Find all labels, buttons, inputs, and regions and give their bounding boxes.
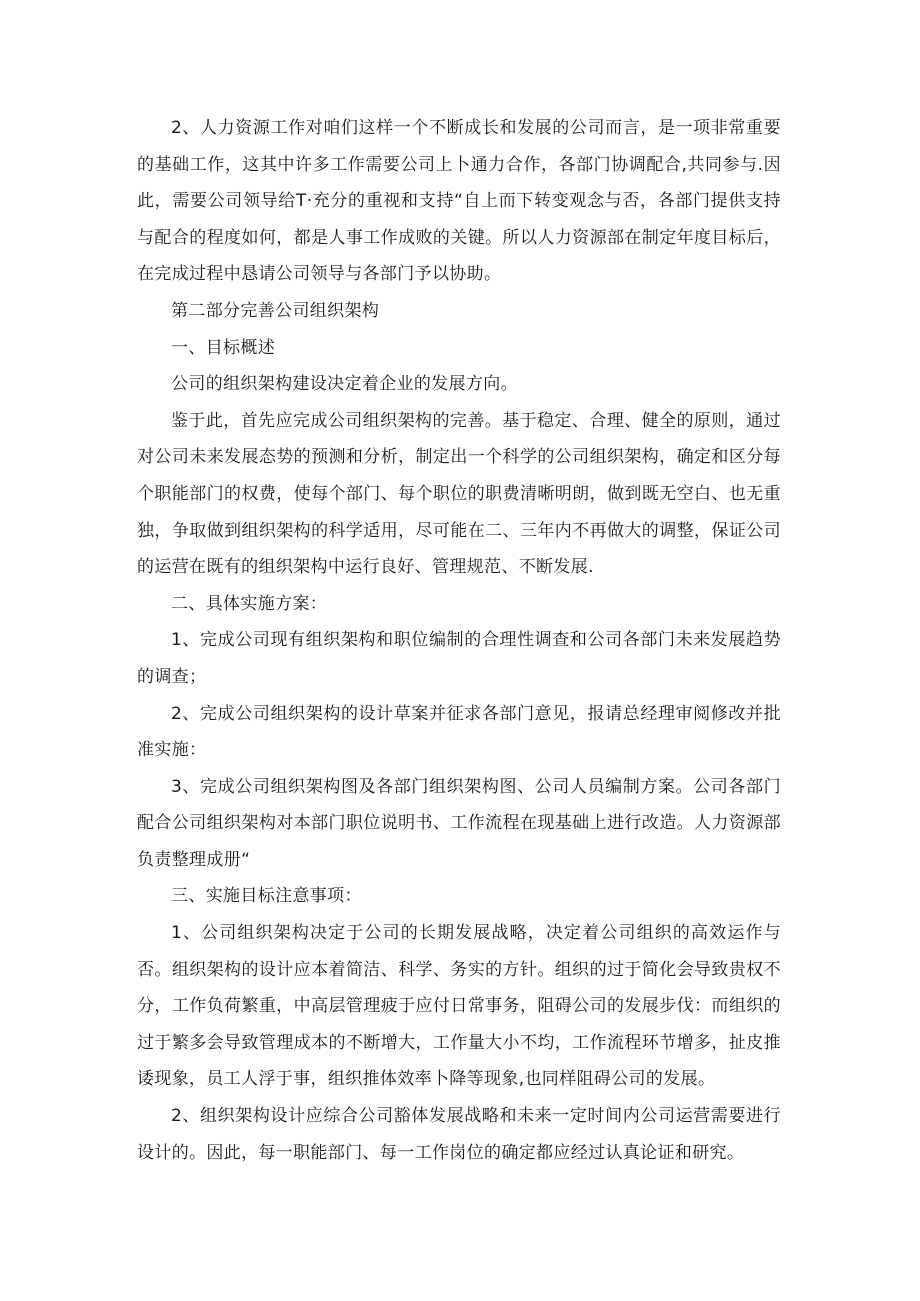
document-body [137,110,781,1171]
list-item-plan-2: 2、完成公司组织架构的设计草案并征求各部门意见，报请总经理审阅修改并批准实施： [137,703,781,761]
subheading-goal-overview: 一、目标概述 [171,337,276,358]
list-item-plan-3: 3、完成公司组织架构图及各部门组织架构图、公司人员编制方案。公司各部门配合公司组织架构对本部门职位说明书、工作流程在现基础上进行改造。人力资源部负责整理成册“ [137,776,781,870]
section-heading-part-two: 第二部分完善公司组织架构 [171,300,380,321]
paragraph-org-structure-direction: 公司的组织架构建设决定着企业的发展方向。 [171,374,518,395]
subheading-implementation-plan: 二、具体实施方案： [171,593,328,614]
list-item-note-2: 2、组织架构设计应综合公司豁体发展战略和未来一定时间内公司运营需要进行设计的。因此，每一职能部门、每一工作岗位的确定都应经过认真论证和研究。 [137,1106,781,1163]
list-item-note-1: 1、公司组织架构决定于公司的长期发展战略，决定着公司组织的高效运作与否。组织架构的设计应本着简洁、科学、务实的方针。组织的过于简化会导致贵权不分，工作负荷繁重，中高层管理疲于应付日常事务，阻碍公司的发展步伐：而组织的过于繁多会导致管理成本的不断增大，工作量大小不均，工作流程环节增多，扯皮推诿现象，员工人浮于事，组织推体效率卜降等现象,也同样阻碍公司的发展。 [137,923,781,1090]
list-item-plan-1: 1、完成公司现有组织架构和职位编制的合理性调查和公司各部门未来发展趋势的调查； [137,630,781,687]
subheading-notes: 三、实施目标注意事项： [171,886,362,907]
paragraph-hr-importance: 2、人力资源工作对咱们这样一个不断成长和发展的公司而言，是一项非常重要的基础工作，这其中许多工作需要公司上卜通力合作，各部门协调配合,共同参与.因此，需要公司领导给T·充分的重视和支持“自上而下转变观念与否，各部门提供支持与配合的程度如何，都是人事工作成败的关键。所以人力资源部在制定年度目标后，在完成过程中恳请公司领导与各部门予以协助。 [137,118,781,285]
paragraph-org-structure-improvement: 鉴于此，首先应完成公司组织架构的完善。基于稳定、合理、健全的原则，通过对公司未来发展态势的预测和分析，制定出一个科学的公司组织架构，确定和区分每个职能部门的权费，使每个部门、每个职位的职费清晰明朗，做到既无空白、也无重独，争取做到组织架构的科学适用，尽可能在二、三年内不再做大的调整，保证公司的运营在既有的组织架构中运行良好、管理规范、不断发展. [137,410,781,578]
